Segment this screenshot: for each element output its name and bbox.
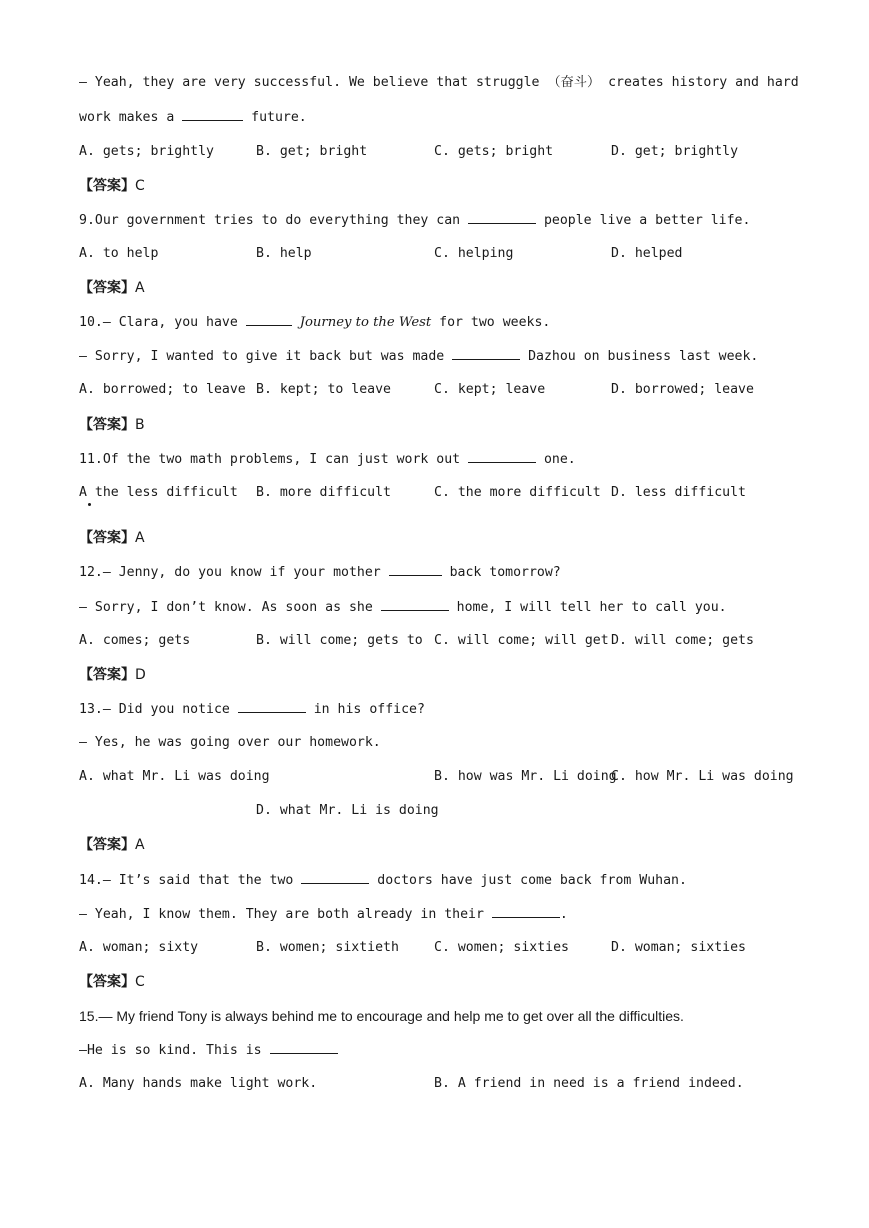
q9-option-a: A. to help xyxy=(79,246,159,261)
q11-option-d: D. less difficult xyxy=(611,485,746,500)
q15-line1: 15.— My friend Tony is always behind me to encourage and help me to get over all the difficulties. xyxy=(79,1008,684,1024)
q8-option-c: C. gets; bright xyxy=(434,144,554,159)
q12-option-a: A. comes; gets xyxy=(79,633,191,648)
q12-line1: 12.— Jenny, do you know if your mother back tomorrow? xyxy=(79,565,561,580)
q11-stem: 11.Of the two math problems, I can just work out one. xyxy=(79,452,576,467)
q14-option-b: B. women; sixtieth xyxy=(256,940,399,955)
q10-line2: — Sorry, I wanted to give it back but was made Dazhou on business last week. xyxy=(79,349,759,364)
q10-option-b: B. kept; to leave xyxy=(256,382,391,397)
q14-line2: — Yeah, I know them. They are both already in their . xyxy=(79,907,568,922)
blank xyxy=(381,598,449,611)
q13-option-b: B. how was Mr. Li doing xyxy=(434,769,617,784)
q15-line2: —He is so kind. This is xyxy=(79,1041,338,1060)
stray-dot xyxy=(88,503,91,506)
blank xyxy=(468,211,536,224)
q11-option-c: C. the more difficult xyxy=(434,485,601,500)
q9-stem: 9.Our government tries to do everything they can people live a better life. xyxy=(79,213,751,228)
q8-answer: 【答案】C xyxy=(79,178,145,194)
blank xyxy=(301,871,369,884)
blank xyxy=(182,108,243,121)
q10-option-d: D. borrowed; leave xyxy=(611,382,754,397)
q9-answer: 【答案】A xyxy=(79,280,145,296)
blank xyxy=(389,563,442,576)
blank xyxy=(452,347,520,360)
q11-answer: 【答案】A xyxy=(79,530,145,546)
q12-answer: 【答案】D xyxy=(79,667,146,683)
blank xyxy=(238,700,306,713)
q12-option-c: C. will come; will get xyxy=(434,633,609,648)
q13-answer: 【答案】A xyxy=(79,837,145,853)
q11-option-a: A the less difficult xyxy=(79,485,238,500)
q12-option-b: B. will come; gets to xyxy=(256,633,423,648)
blank xyxy=(468,450,536,463)
q9-option-c: C. helping xyxy=(434,246,514,261)
q8-line2: work makes a future. xyxy=(79,110,307,125)
q8-line1: — Yeah, they are very successful. We believe that struggle （奋斗） creates history and hard xyxy=(79,75,799,90)
q8-option-a: A. gets; brightly xyxy=(79,144,214,159)
blank xyxy=(492,905,560,918)
q14-answer: 【答案】C xyxy=(79,974,145,990)
q15-option-a: A. Many hands make light work. xyxy=(79,1076,318,1091)
q12-option-d: D. will come; gets xyxy=(611,633,754,648)
q9-option-b: B. help xyxy=(256,246,312,261)
q13-line1: 13.— Did you notice in his office? xyxy=(79,702,425,717)
q12-line2: — Sorry, I don’t know. As soon as she home, I will tell her to call you. xyxy=(79,600,727,615)
q11-option-b: B. more difficult xyxy=(256,485,391,500)
q14-option-d: D. woman; sixties xyxy=(611,940,746,955)
q9-option-d: D. helped xyxy=(611,246,683,261)
q10-option-a: A. borrowed; to leave xyxy=(79,382,246,397)
q13-option-a: A. what Mr. Li was doing xyxy=(79,769,270,784)
q8-option-d: D. get; brightly xyxy=(611,144,739,159)
q15-option-b: B. A friend in need is a friend indeed. xyxy=(434,1076,744,1091)
q10-option-c: C. kept; leave xyxy=(434,382,546,397)
q10-line1: 10.— Clara, you have Journey to the West for two weeks. xyxy=(79,315,551,330)
q8-option-b: B. get; bright xyxy=(256,144,368,159)
blank xyxy=(246,313,292,326)
q13-line2: — Yes, he was going over our homework. xyxy=(79,735,381,750)
q14-option-a: A. woman; sixty xyxy=(79,940,199,955)
q14-option-c: C. women; sixties xyxy=(434,940,569,955)
q13-option-d: D. what Mr. Li is doing xyxy=(256,803,439,818)
q13-option-c: C. how Mr. Li was doing xyxy=(611,769,794,784)
q10-answer: 【答案】B xyxy=(79,417,145,433)
q14-line1: 14.— It’s said that the two doctors have just come back from Wuhan. xyxy=(79,873,687,888)
blank xyxy=(270,1041,338,1054)
